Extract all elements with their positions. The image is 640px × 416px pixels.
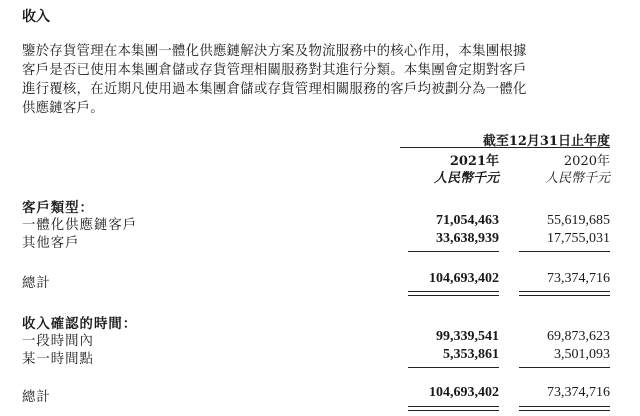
total-double-rule-2021	[408, 291, 499, 296]
unit-2020-header: 人民幣千元	[544, 171, 610, 186]
row-value-2021: 99,339,541	[436, 329, 499, 344]
subtotal-rule-2020	[519, 367, 610, 368]
total-value-2021: 104,693,402	[429, 271, 499, 286]
total-double-rule-2020	[519, 406, 610, 411]
paragraph-line-2: 客戶是否已使用本集團倉儲或存貨管理相關服務對其進行分類。本集團會定期對客戶	[22, 63, 527, 78]
total-double-rule-2020	[519, 291, 610, 296]
period-underline	[400, 147, 610, 148]
row-value-2020: 69,873,623	[547, 329, 610, 344]
year-2021-header: 2021年	[449, 154, 499, 169]
total-value-2020: 73,374,716	[547, 385, 610, 400]
total-value-2021: 104,693,402	[429, 385, 499, 400]
row-value-2020: 55,619,685	[547, 213, 610, 228]
period-header: 截至12月31日止年度	[482, 134, 610, 149]
row-label: 一體化供應鏈客戶	[22, 218, 138, 233]
paragraph-line-3: 進行覆核，在近期凡使用過本集團倉儲或存貨管理相關服務的客戶均被劃分為一體化	[22, 82, 527, 97]
year-2020-header: 2020年	[563, 154, 610, 169]
customer-type-heading: 客戶類型：	[22, 200, 94, 216]
row-value-2020: 3,501,093	[554, 347, 610, 362]
row-value-2021: 5,353,861	[443, 347, 499, 362]
paragraph-line-1: 鑒於存貨管理在本集團一體化供應鏈解決方案及物流服務中的核心作用，本集團根據	[22, 44, 527, 59]
subtotal-rule-2020	[519, 251, 610, 252]
row-value-2021: 71,054,463	[436, 213, 499, 228]
subtotal-rule-2021	[408, 251, 499, 252]
total-label: 總計	[22, 276, 51, 291]
row-value-2020: 17,755,031	[547, 231, 610, 246]
total-double-rule-2021	[408, 406, 499, 411]
paragraph-line-4: 供應鏈客戶。	[22, 101, 104, 116]
row-value-2021: 33,638,939	[436, 231, 499, 246]
section-title: 收入	[22, 9, 50, 25]
row-label: 其他客戶	[22, 236, 80, 251]
unit-2021-header: 人民幣千元	[433, 171, 499, 186]
row-label: 某一時間點	[22, 352, 94, 367]
row-label: 一段時間內	[22, 334, 94, 349]
total-value-2020: 73,374,716	[547, 271, 610, 286]
subtotal-rule-2021	[408, 367, 499, 368]
total-label: 總計	[22, 390, 51, 405]
revenue-timing-heading: 收入確認的時間：	[22, 316, 138, 332]
